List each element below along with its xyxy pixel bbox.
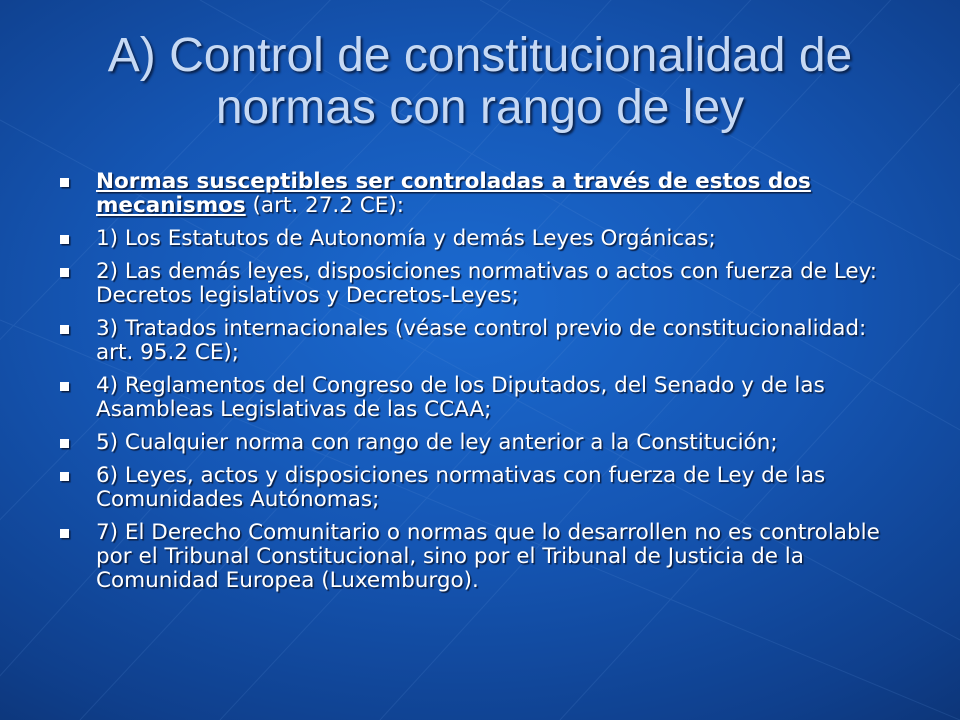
bullet-item [56,170,906,218]
bullet-text: 6) Leyes, actos y disposiciones normativas con fuerza de Ley de las Comunidades Autónomas; [96,463,826,512]
bullet-item [56,464,906,512]
bullet-text: 7) El Derecho Comunitario o normas que lo desarrollen no es controlable por el Tribunal Constitucional, sino por el Tribunal de Justicia de la Comunidad Europea (Luxemburgo). [96,520,880,593]
square-bullet-icon [60,235,69,244]
bullet-text: 3) Tratados internacionales (véase control previo de constitucionalidad: art. 95.2 CE); [96,316,867,365]
square-bullet-icon [60,439,69,448]
bullet-text: 1) Los Estatutos de Autonomía y demás Leyes Orgánicas; [96,226,716,251]
bullet-text: 5) Cualquier norma con rango de ley anterior a la Constitución; [96,430,778,455]
bullet-item [56,521,906,593]
bullet-text: 2) Las demás leyes, disposiciones normativas o actos con fuerza de Ley: Decretos legislativos y Decretos-Leyes; [96,259,878,308]
bullet-text: (art. 27.2 CE): [245,193,404,218]
slide-title: A) Control de constitucionalidad de normas con rango de ley [107,29,853,134]
square-bullet-icon [60,325,69,334]
bullet-item [56,431,906,455]
square-bullet-icon [60,268,69,277]
bullet-text: 4) Reglamentos del Congreso de los Diputados, del Senado y de las Asambleas Legislativas de las CCAA; [96,373,825,422]
bullet-item [56,374,906,422]
bullet-item [56,317,906,365]
square-bullet-icon [60,472,69,481]
bullet-item [56,227,906,251]
square-bullet-icon [60,529,69,538]
square-bullet-icon [60,178,69,187]
bullet-item [56,260,906,308]
bullet-lead: Normas susceptibles ser controladas a través de estos dos mecanismos [96,169,811,218]
bullet-list [56,170,906,602]
square-bullet-icon [60,382,69,391]
